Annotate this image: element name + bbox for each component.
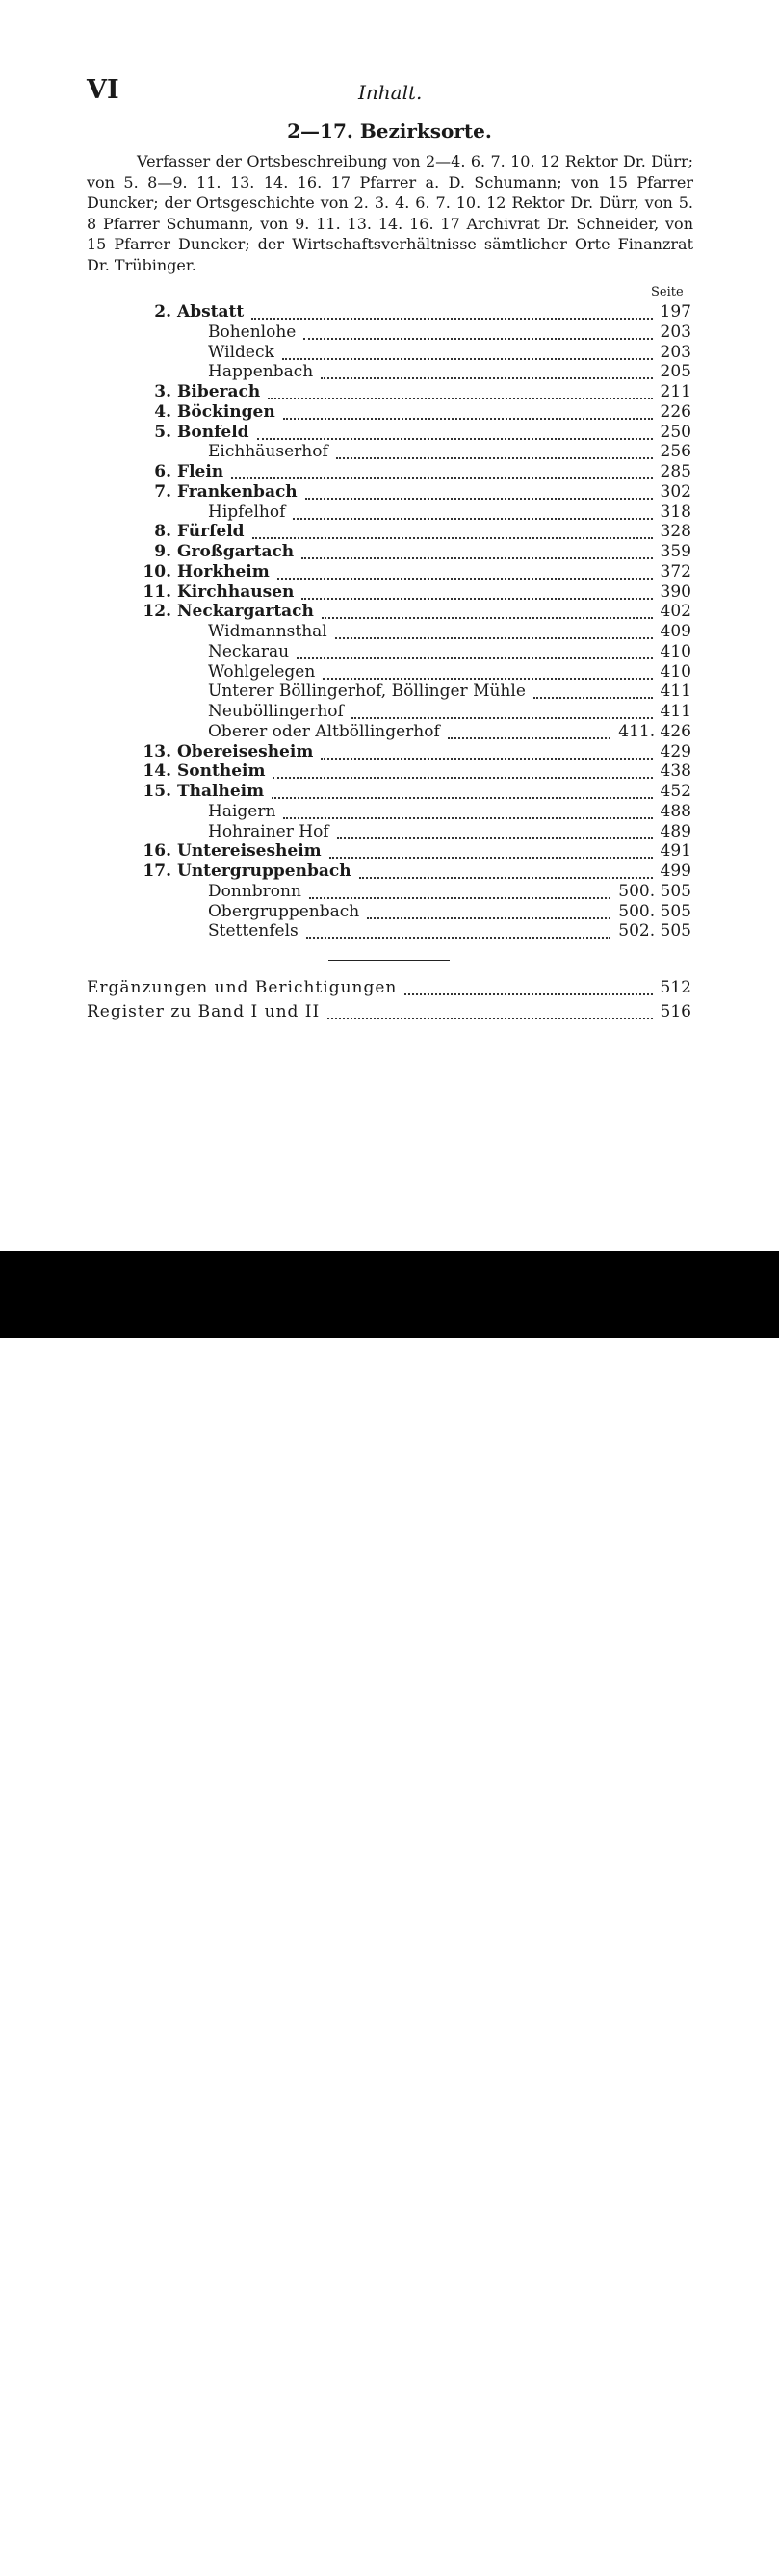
toc-entry-title: Bohenlohe xyxy=(208,322,297,342)
toc-entry-page: 318 xyxy=(660,502,691,522)
toc-entry-title: Großgartach xyxy=(177,542,295,561)
dot-leader xyxy=(359,857,653,879)
toc-entry-number: 14. xyxy=(143,761,171,782)
watermark-bar xyxy=(0,1251,779,2576)
dot-leader xyxy=(293,498,652,520)
toc-entry-title: Eichhäuserhof xyxy=(208,442,328,462)
running-header: Inhalt. xyxy=(358,81,423,104)
dot-leader xyxy=(282,338,653,360)
book-page xyxy=(0,0,779,1251)
toc-entry-title: Neckarau xyxy=(208,641,290,661)
section-title: 2—17. Bezirksorte. xyxy=(287,119,492,142)
dot-leader xyxy=(273,757,652,779)
toc-entry-title: Flein xyxy=(177,462,224,481)
toc-entry-title: Unterer Böllingerhof, Böllinger Mühle xyxy=(208,682,526,702)
toc-entry-number: 17. xyxy=(143,862,171,881)
toc-entry-title: Thalheim xyxy=(177,782,265,801)
dot-leader xyxy=(303,318,652,340)
dot-leader xyxy=(305,477,653,500)
dot-leader xyxy=(277,557,653,580)
image-id: W7AT8H xyxy=(678,2518,756,2537)
toc-entry-title: Wohlgelegen xyxy=(208,661,316,682)
toc-entry-title: Horkheim xyxy=(177,561,270,581)
toc-entry-number: 9. xyxy=(154,542,171,561)
toc-entry-title: Frankenbach xyxy=(177,481,298,502)
dot-leader xyxy=(251,297,652,320)
toc-entry-page: 411 xyxy=(660,682,691,702)
toc-entry-title: Neuböllingerhof xyxy=(208,702,344,721)
appendix-entry xyxy=(0,1002,691,1022)
dot-leader xyxy=(306,916,611,939)
dot-leader xyxy=(309,877,610,899)
toc-entry-title: Sontheim xyxy=(177,761,266,782)
toc-entry-title: Untereisesheim xyxy=(177,841,322,862)
toc-entry-page: 409 xyxy=(660,622,691,641)
appendix-entry-title: Ergänzungen und Berichtigungen xyxy=(87,978,398,997)
toc-entry-title: Donnbronn xyxy=(208,881,301,901)
dot-leader xyxy=(327,997,652,1019)
toc-entry-number: 7. xyxy=(154,481,171,502)
dot-leader xyxy=(448,717,611,739)
toc-entry-page: 203 xyxy=(660,342,691,362)
brand-logo: alamy xyxy=(15,2514,168,2568)
toc-entry-page: 489 xyxy=(660,821,691,841)
toc-entry-title: Wildeck xyxy=(208,342,274,362)
toc-entry-title: Stettenfels xyxy=(208,921,299,941)
toc-entry-page: 410 xyxy=(660,641,691,661)
dot-leader xyxy=(297,637,652,659)
toc-entry-page: 285 xyxy=(660,462,691,481)
toc-entry-title: Obereisesheim xyxy=(177,741,314,761)
toc-entry-page: 411. 426 xyxy=(618,721,691,741)
dot-leader xyxy=(367,897,610,919)
dot-leader xyxy=(283,797,652,819)
toc-entry-title: Haigern xyxy=(208,801,276,821)
toc-entry-page: 500. 505 xyxy=(618,901,691,921)
toc-entry-page: 226 xyxy=(660,401,691,422)
toc-entry-title: Fürfeld xyxy=(177,522,245,542)
toc-entry-page: 502. 505 xyxy=(618,921,691,941)
toc-entry-page: 410 xyxy=(660,661,691,682)
toc-entry-page: 499 xyxy=(660,862,691,881)
toc-entry-page: 250 xyxy=(660,422,691,442)
toc-entry-page: 302 xyxy=(660,481,691,502)
dot-leader xyxy=(231,457,652,479)
dot-leader xyxy=(283,398,653,420)
appendix-entry-title: Register zu Band I und II xyxy=(87,1002,321,1021)
site-url: www.alamy.com xyxy=(607,2557,756,2576)
toc-entry-page: 390 xyxy=(660,581,691,602)
dot-leader xyxy=(404,973,652,995)
toc-entry-page: 203 xyxy=(660,322,691,342)
toc-entry-page: 488 xyxy=(660,801,691,821)
toc-entry-number: 8. xyxy=(154,522,171,542)
divider-rule xyxy=(328,960,450,961)
toc-entry-number: 11. xyxy=(143,581,171,602)
toc-entry-page: 429 xyxy=(660,741,691,761)
dot-leader xyxy=(351,697,653,719)
toc-entry-number: 16. xyxy=(143,841,171,862)
toc-entry-number: 13. xyxy=(143,741,171,761)
dot-leader xyxy=(257,418,653,440)
toc-entry-number: 5. xyxy=(154,422,171,442)
toc-entry-number: 10. xyxy=(143,561,171,581)
toc-entry-page: 491 xyxy=(660,841,691,862)
dot-leader xyxy=(268,377,652,399)
dot-leader xyxy=(329,837,653,859)
dot-leader xyxy=(272,777,652,799)
page-column-label: Seite xyxy=(651,285,684,299)
toc-entry-page: 372 xyxy=(660,561,691,581)
toc-entry-number: 6. xyxy=(154,462,171,481)
toc-entry-number: 3. xyxy=(154,382,171,401)
dot-leader xyxy=(533,677,653,699)
toc-entry-title: Neckargartach xyxy=(177,602,314,622)
toc-entry-number: 12. xyxy=(143,602,171,622)
toc-entry-page: 211 xyxy=(660,382,691,401)
toc-entry-title: Oberer oder Altböllingerhof xyxy=(208,721,440,741)
toc-entry-page: 500. 505 xyxy=(618,881,691,901)
toc-entry-page: 328 xyxy=(660,522,691,542)
dot-leader xyxy=(321,737,652,760)
toc-entry-page: 205 xyxy=(660,362,691,382)
dot-leader xyxy=(336,437,653,459)
authors-paragraph: Verfasser der Ortsbeschreibung von 2—4. 6. 7. 10. 12 Rektor Dr. Dürr; von 5. 8—9. 11. 13. 14. 16. 17 Pfarrer a. D. Schumann; von 15 Pfarrer Duncker; der Ortsgeschichte von 2. 3. 4. 6. 7. 10. 12 Rektor Dr. Dürr, von 5. 8 Pfarrer Schumann, von 9. 11. 13. 14. 16. 17 Archivrat Dr. Schneider, von 15 Pfarrer Duncker; der Wirtschaftsverhältnisse sämtlicher Orte Finanzrat Dr. Trübinger. xyxy=(87,152,693,274)
toc-entry-number: 15. xyxy=(143,782,171,801)
appendix-entry xyxy=(0,978,691,998)
toc-entry-title: Happenbach xyxy=(208,362,314,382)
toc-entry-title: Böckingen xyxy=(177,401,275,422)
toc-entry-title: Biberach xyxy=(177,382,261,401)
toc-entry-title: Untergruppenbach xyxy=(177,862,351,881)
toc-entry-title: Abstatt xyxy=(177,302,245,322)
toc-entry-title: Bonfeld xyxy=(177,422,249,442)
toc-entry-title: Obergruppenbach xyxy=(208,901,360,921)
toc-entry-page: 438 xyxy=(660,761,691,782)
page-number-roman: VI xyxy=(87,75,119,105)
dot-leader xyxy=(337,817,653,839)
toc-entry-title: Kirchhausen xyxy=(177,581,295,602)
toc-entry-page: 256 xyxy=(660,442,691,462)
dot-leader xyxy=(301,578,652,600)
dot-leader xyxy=(301,537,652,559)
toc-entry xyxy=(0,921,691,941)
toc-entry-title: Hohrainer Hof xyxy=(208,821,329,841)
appendix-entry-page: 516 xyxy=(660,1002,691,1021)
toc-entry-page: 359 xyxy=(660,542,691,561)
dot-leader xyxy=(335,617,653,639)
toc-entry-number: 4. xyxy=(154,401,171,422)
dot-leader xyxy=(322,597,653,619)
dot-leader xyxy=(323,657,652,680)
dot-leader xyxy=(252,517,653,539)
toc-entry-number: 2. xyxy=(154,302,171,322)
toc-entry-page: 402 xyxy=(660,602,691,622)
toc-entry-title: Widmannsthal xyxy=(208,622,327,641)
toc-entry-page: 411 xyxy=(660,702,691,721)
appendix-entry-page: 512 xyxy=(660,978,691,997)
toc-entry-page: 197 xyxy=(660,302,691,322)
toc-entry-page: 452 xyxy=(660,782,691,801)
toc-entry-title: Hipfelhof xyxy=(208,502,286,522)
dot-leader xyxy=(321,357,652,379)
